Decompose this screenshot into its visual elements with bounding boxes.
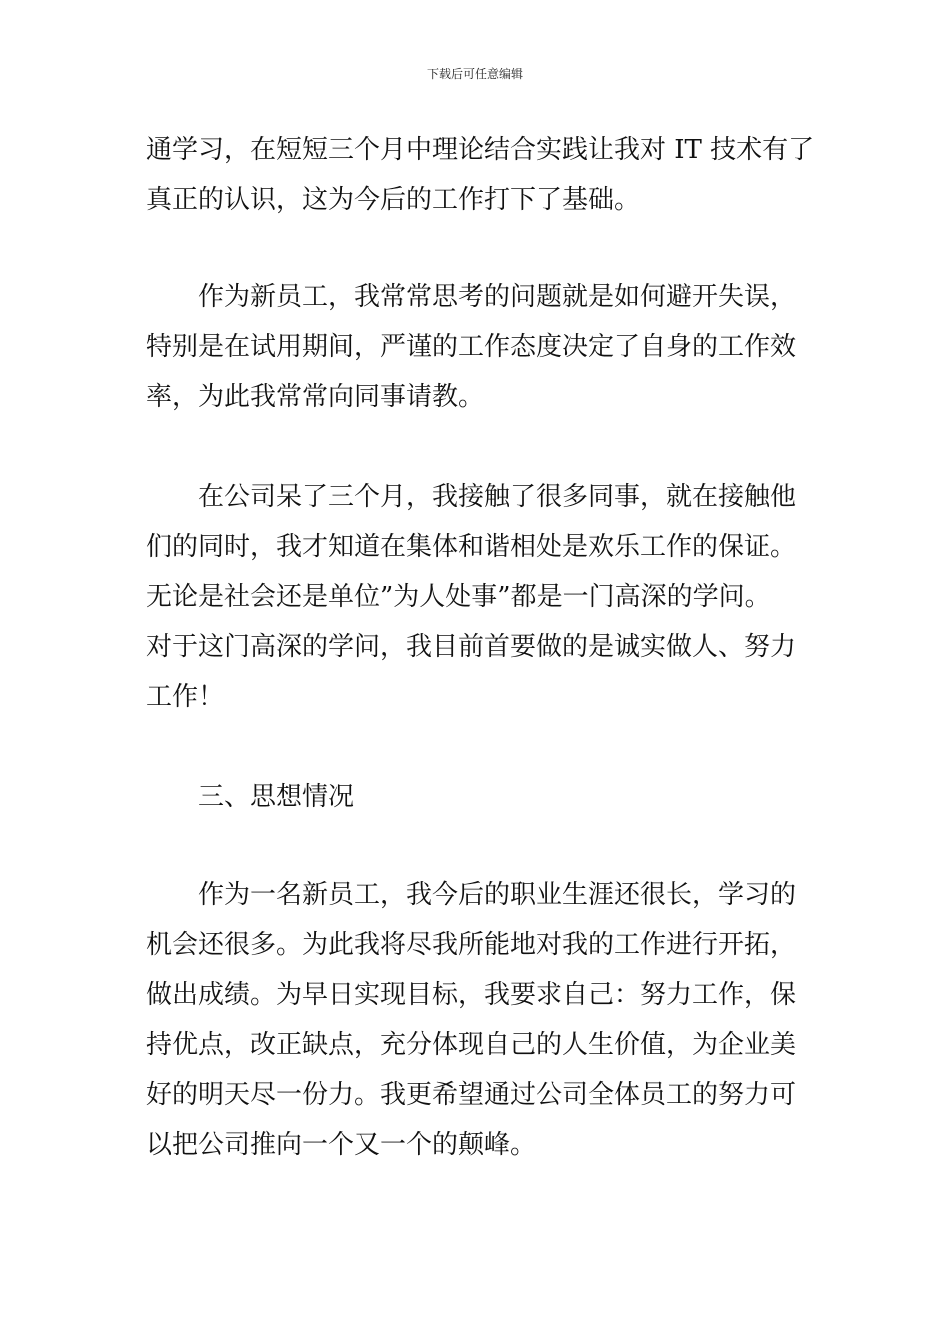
text-line: 对于这门高深的学问，我目前首要做的是诚实做人、努力 — [146, 632, 797, 662]
paragraph-career-goals — [146, 870, 808, 1170]
page-header-note: 下载后可任意编辑 — [426, 67, 523, 81]
text-line: 持优点，改正缺点，充分体现自己的人生价值，为企业美 — [146, 1030, 797, 1060]
text-line: 做出成绩。为早日实现目标，我要求自己：努力工作，保 — [146, 980, 797, 1010]
text-line: 在公司呆了三个月，我接触了很多同事，就在接触他 — [198, 482, 797, 512]
text-line: 们的同时，我才知道在集体和谐相处是欢乐工作的保证。 — [146, 532, 797, 562]
text-line: 特别是在试用期间，严谨的工作态度决定了自身的工作效 — [146, 332, 797, 362]
paragraph-avoid-mistakes — [146, 272, 808, 422]
text-line: 作为新员工，我常常思考的问题就是如何避开失误， — [198, 282, 797, 312]
text-line: 好的明天尽一份力。我更希望通过公司全体员工的努力可 — [146, 1080, 797, 1110]
text-line: 以把公司推向一个又一个的颠峰。 — [146, 1130, 537, 1160]
text-line: 真正的认识，这为今后的工作打下了基础。 — [146, 185, 641, 215]
text-line: 工作！ — [146, 682, 225, 712]
text-line: 无论是社会还是单位”为人处事”都是一门高深的学问。 — [146, 582, 771, 612]
paragraph-it-study — [146, 125, 815, 225]
text-line: 通学习，在短短三个月中理论结合实践让我对 IT 技术有了 — [146, 135, 815, 165]
section-heading: 三、思想情况 — [198, 782, 355, 812]
text-line: 机会还很多。为此我将尽我所能地对我的工作进行开拓， — [146, 930, 797, 960]
paragraph-colleagues — [146, 472, 808, 722]
section-heading-thoughts — [146, 772, 808, 822]
text-line: 率，为此我常常向同事请教。 — [146, 382, 485, 412]
text-line: 作为一名新员工，我今后的职业生涯还很长，学习的 — [198, 880, 797, 910]
